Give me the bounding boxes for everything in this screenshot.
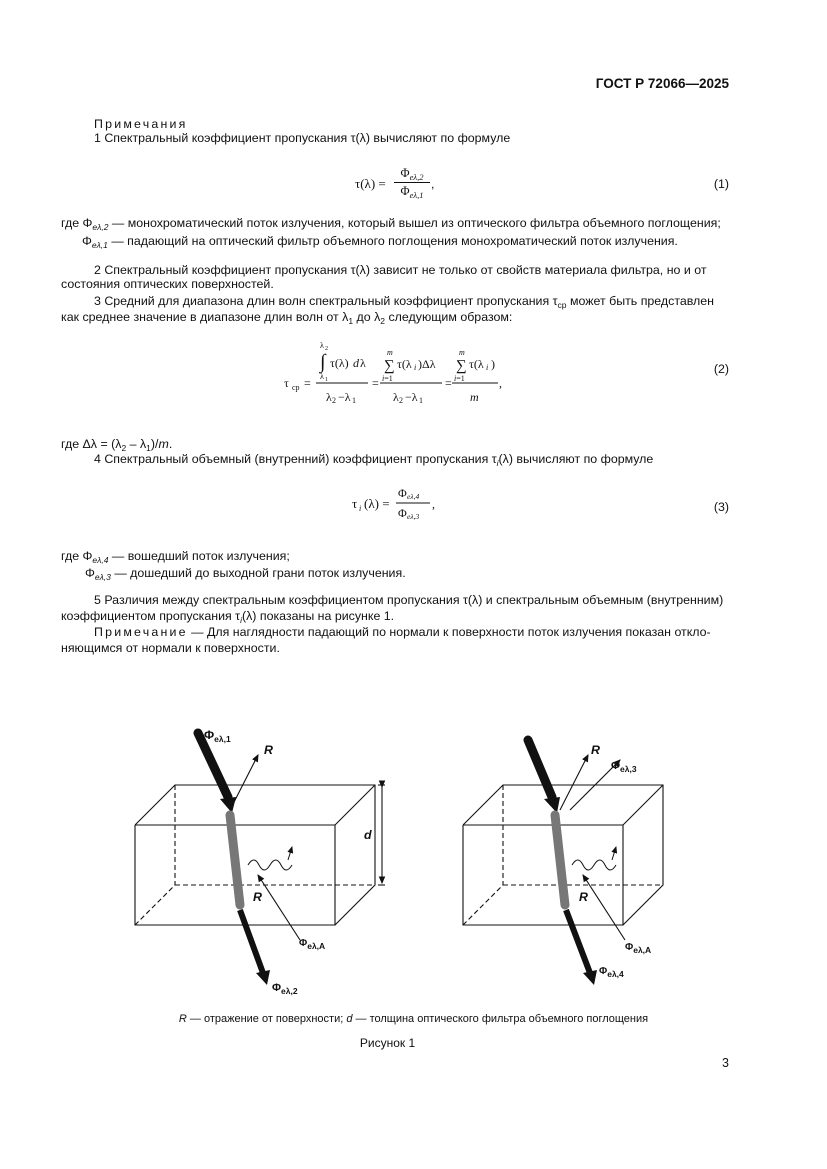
equation-number-1: (1): [713, 177, 729, 191]
svg-text:λ: λ: [360, 356, 366, 370]
svg-text:(λ) =: (λ) =: [364, 496, 390, 511]
svg-text:): ): [491, 357, 495, 371]
formula-2: [280, 338, 520, 410]
svg-text:1: 1: [419, 396, 423, 405]
svg-text:τ: τ: [284, 376, 289, 390]
equation-number-2: (2): [713, 362, 729, 376]
svg-text:Φ: Φ: [398, 486, 407, 500]
svg-text:λ: λ: [320, 341, 324, 350]
label-R-top-left: R: [264, 743, 273, 757]
label-phi-4: $\Phi_{e\lambda,4}$: [599, 966, 624, 979]
page-number: 3: [722, 1056, 729, 1070]
note-1-where-2: $\Phi_{e\lambda,1}$ — падающий на оптический фильтр объемного поглощения монохроматический поток излучения.: [82, 234, 678, 250]
document-code: ГОСТ Р 72066—2025: [595, 76, 729, 91]
note-5-line-1: 5 Различия между спектральным коэффициентом пропускания τ(λ) и спектральным объемным (внутренним): [94, 593, 724, 607]
note-2-line-1: 2 Спектральный коэффициент пропускания τ(λ) зависит не только от свойств материала фильтра, но и от: [94, 263, 707, 277]
svg-text:,: ,: [432, 497, 435, 511]
svg-text:,: ,: [499, 376, 502, 390]
note-1-where-1: где $\Phi_{e\lambda,2}$ — монохроматический поток излучения, который вышел из оптического фильтра объемного поглощения;: [61, 216, 721, 232]
label-phi-A-left: $\Phi_{e\lambda,A}$: [299, 938, 326, 951]
label-phi-1: $\Phi_{e\lambda,1}$: [204, 728, 231, 744]
formula-1-numerator: $\Phi_{e\lambda,2}$: [400, 166, 424, 182]
svg-text:−λ: −λ: [405, 390, 418, 404]
svg-text:eλ,3: eλ,3: [407, 512, 420, 521]
svg-text:d: d: [353, 356, 359, 370]
svg-text:Φ: Φ: [398, 506, 407, 520]
thickness-dimension: [378, 785, 385, 885]
svg-text:λ: λ: [326, 390, 332, 404]
svg-text:ср: ср: [292, 383, 300, 392]
svg-text:2: 2: [399, 396, 403, 405]
svg-text:=: =: [304, 376, 311, 390]
note-3-line-2: как среднее значение в диапазоне длин волн от $\lambda_1$ до $\lambda_2$ следующим образом:: [61, 310, 513, 326]
formula-1-lhs: τ(λ) =: [355, 176, 386, 191]
note-1-text: 1 Спектральный коэффициент пропускания τ(λ) вычисляют по формуле: [94, 131, 511, 145]
svg-text:=: =: [372, 376, 379, 390]
svg-text:i: i: [414, 363, 417, 372]
label-R-inner-left: R: [253, 890, 262, 904]
svg-text:eλ,4: eλ,4: [407, 492, 420, 501]
left-beams: [198, 733, 300, 985]
svg-text:τ: τ: [352, 496, 358, 511]
svg-text:τ(λ): τ(λ): [330, 356, 349, 370]
svg-text:τ(λ: τ(λ: [469, 357, 484, 371]
formula-3: [348, 484, 448, 524]
label-phi-2: $\Phi_{e\lambda,2}$: [272, 982, 298, 996]
svg-text:−λ: −λ: [338, 390, 351, 404]
figure-caption: R — отражение от поверхности; d — толщина оптического фильтра объемного поглощения: [178, 1013, 649, 1025]
note-4-where-2: $\Phi_{e\lambda,3}$ — дошедший до выходной грани поток излучения.: [85, 566, 406, 582]
note-5-line-2: коэффициентом пропускания $\tau_i(\lambda)$ показаны на рисунке 1.: [61, 609, 395, 625]
svg-text:i: i: [486, 363, 489, 372]
svg-text:m: m: [387, 348, 393, 357]
svg-text:∫: ∫: [320, 351, 326, 373]
svg-text:)Δλ: )Δλ: [418, 357, 436, 371]
label-R-top-right: R: [591, 743, 600, 757]
label-phi-A-right: $\Phi_{e\lambda,A}$: [625, 942, 652, 955]
formula-1-comma: ,: [431, 177, 435, 191]
svg-text:i: i: [359, 504, 362, 513]
svg-text:m: m: [459, 348, 465, 357]
note-4-where-1: где $\Phi_{e\lambda,4}$ — вошедший поток излучения;: [61, 549, 290, 565]
note-3-line-1: 3 Средний для диапазона длин волн спектральный коэффициент пропускания $\tau_{ср}$ может быть представлен: [94, 294, 715, 310]
formula-1-denominator: $\Phi_{e\lambda,1}$: [400, 184, 424, 200]
note-3-where: где $\Delta\lambda = (\lambda_2 - \lambda_1)/m$.: [61, 437, 173, 453]
equation-number-3: (3): [713, 500, 729, 514]
svg-text:1: 1: [352, 396, 356, 405]
right-beams: [528, 740, 625, 985]
svg-text:=: =: [445, 376, 452, 390]
svg-text:1: 1: [325, 377, 328, 383]
note-5-remark-line-2: няющимся от нормали к поверхности.: [61, 641, 280, 655]
svg-text:i=1: i=1: [382, 374, 393, 383]
figure-1: [100, 715, 740, 1005]
figure-label: Рисунок 1: [359, 1036, 416, 1050]
svg-text:∑: ∑: [456, 358, 467, 374]
note-2-line-2: состояния оптических поверхностей.: [61, 277, 274, 291]
note-4-text: 4 Спектральный объемный (внутренний) коэффициент пропускания $\tau_i(\lambda)$ вычисляют по формуле: [94, 452, 654, 468]
svg-text:τ(λ: τ(λ: [397, 357, 412, 371]
svg-text:∑: ∑: [384, 358, 395, 374]
svg-text:2: 2: [325, 346, 328, 352]
svg-text:i=1: i=1: [454, 374, 465, 383]
svg-text:λ: λ: [393, 390, 399, 404]
note-5-remark-line-1: Примечание — Для наглядности падающий по нормали к поверхности поток излучения показан откло-: [94, 625, 711, 639]
svg-text:λ: λ: [320, 372, 324, 381]
notes-heading: Примечания: [94, 117, 188, 131]
label-d: d: [364, 828, 372, 842]
label-R-inner-right: R: [579, 890, 588, 904]
svg-text:m: m: [470, 390, 479, 404]
svg-text:2: 2: [332, 396, 336, 405]
label-phi-3: $\Phi_{e\lambda,3}$: [611, 760, 637, 774]
